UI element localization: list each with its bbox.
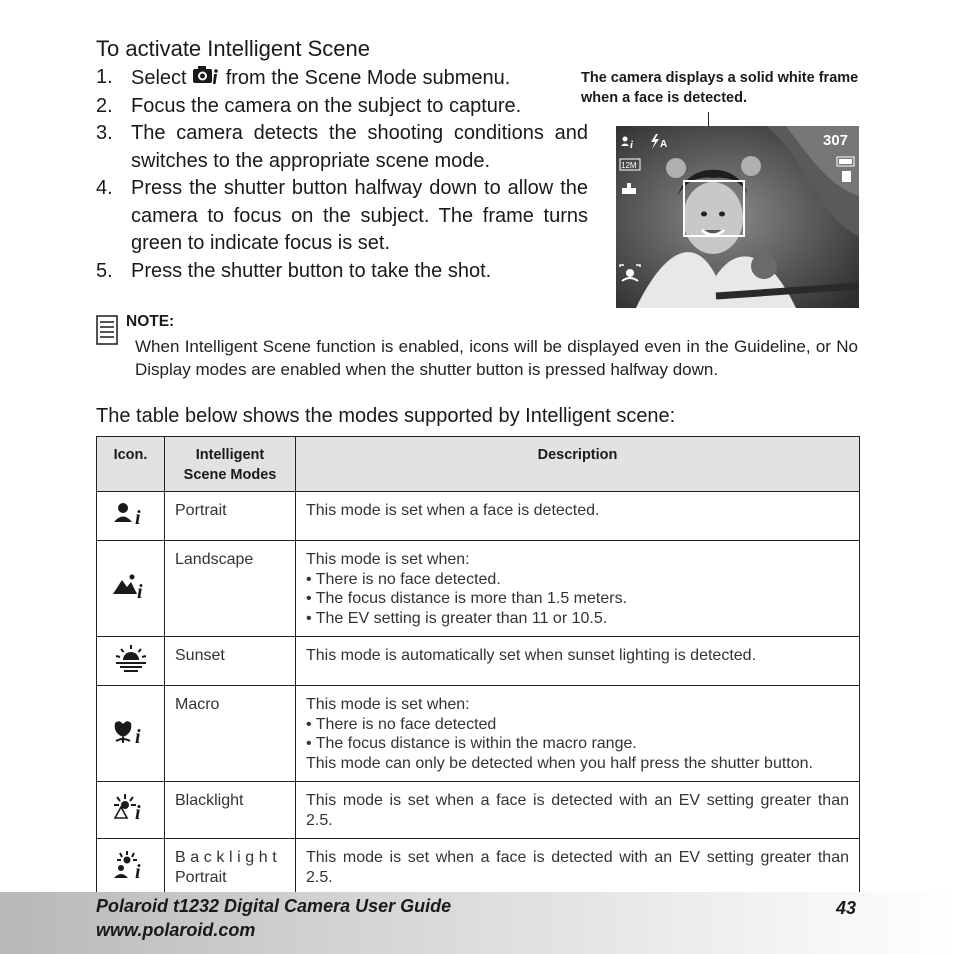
svg-text:i: i: [630, 139, 634, 151]
icon-cell: [97, 541, 165, 637]
mode-cell: Portrait: [165, 492, 296, 541]
header-modes-line: Intelligent: [195, 447, 265, 463]
memory-card-icon: [842, 171, 851, 182]
svg-text:i: i: [134, 725, 141, 747]
step-text: Press the shutter button halfway down to allow the camera to focus on the subject. The frame turns green to indicate focus is set.: [131, 177, 588, 254]
mode-cell: Sunset: [165, 637, 296, 686]
intelligent-scene-camera-icon: [192, 64, 220, 86]
description-line: This mode is automatically set when sunset lighting is detected.: [306, 647, 757, 664]
mode-cell: [165, 839, 296, 897]
footer-url: www.polaroid.com: [96, 920, 256, 940]
section-heading: To activate Intelligent Scene: [96, 36, 370, 61]
step-item: [96, 120, 588, 175]
description-line: This mode is set when a face is detected.: [306, 502, 600, 519]
scene-modes-table: [96, 436, 860, 897]
note-label: NOTE:: [126, 313, 175, 330]
description-line: This mode is set when a face is detected with an EV setting greater than 2.5.: [306, 792, 849, 829]
description-line: This mode is set when:: [306, 551, 470, 568]
description-line: This mode can only be detected when you half press the shutter button.: [306, 754, 813, 772]
step-text-before: Select: [131, 67, 187, 89]
table-row: [97, 839, 860, 897]
svg-text:12M: 12M: [621, 161, 637, 170]
note-icon: [96, 315, 118, 345]
svg-text:i: i: [134, 860, 141, 881]
figure-caption: The camera displays a solid white frame when a face is detected.: [581, 70, 859, 106]
header-description: Description: [296, 437, 860, 492]
description-cell: [296, 541, 860, 637]
step-item: [96, 258, 588, 286]
icon-cell: [97, 637, 165, 686]
table-row: [97, 541, 860, 637]
icon-cell: [97, 782, 165, 839]
header-icon: Icon.: [97, 437, 165, 492]
icon-cell: [97, 686, 165, 782]
description-line: • The EV setting is greater than 11 or 10.5.: [306, 609, 608, 627]
portrait-i-icon: [111, 497, 151, 529]
description-line: • There is no face detected: [306, 715, 497, 733]
table-row: [97, 686, 860, 782]
mode-cell: Macro: [165, 686, 296, 782]
table-row: [97, 492, 860, 541]
page-footer: [0, 892, 954, 954]
step-text: The camera detects the shooting conditions and switches to the appropriate scene mode.: [131, 122, 588, 172]
description-line: • There is no face detected.: [306, 570, 501, 588]
mode-cell: Blacklight: [165, 782, 296, 839]
lcd-preview-illustration: [616, 126, 859, 308]
mode-line: Portrait: [175, 868, 227, 886]
svg-text:i: i: [136, 580, 143, 602]
description-cell: [296, 686, 860, 782]
table-intro: The table below shows the modes supported by Intelligent scene:: [96, 405, 676, 427]
step-item: [96, 64, 588, 93]
backlight-i-icon: [111, 791, 151, 823]
landscape-i-icon: [111, 570, 151, 602]
mode-cell: Landscape: [165, 541, 296, 637]
step-item: [96, 93, 588, 121]
mode-line: Backlight: [175, 849, 282, 866]
description-line: This mode is set when:: [306, 696, 470, 713]
step-number: 3.: [96, 122, 113, 144]
step-text-after: from the Scene Mode submenu.: [225, 67, 511, 89]
backlight-portrait-i-icon: [111, 849, 151, 881]
description-cell: [296, 782, 860, 839]
step-item: [96, 175, 588, 258]
step-text: Focus the camera on the subject to capture.: [131, 94, 522, 117]
header-modes: [165, 437, 296, 492]
sunset-icon: [111, 642, 151, 674]
step-number: 2.: [96, 94, 113, 117]
svg-text:i: i: [134, 507, 141, 530]
step-number: 5.: [96, 259, 113, 282]
page-number: 43: [836, 898, 857, 918]
table-row: [97, 782, 860, 839]
description-line: • The focus distance is within the macro range.: [306, 735, 637, 752]
description-cell: [296, 492, 860, 541]
description-cell: [296, 637, 860, 686]
table-row: [97, 637, 860, 686]
description-line: • The focus distance is more than 1.5 meters.: [306, 590, 628, 607]
step-number: 1.: [96, 66, 113, 88]
step-number: 4.: [96, 177, 113, 199]
step-text: [131, 64, 588, 93]
description-cell: [296, 839, 860, 897]
table-header-row: [97, 437, 860, 492]
footer-title: Polaroid t1232 Digital Camera User Guide: [96, 896, 452, 916]
icon-cell: [97, 492, 165, 541]
shots-remaining: 307: [823, 132, 849, 149]
macro-i-icon: [111, 715, 151, 747]
description-line: This mode is set when a face is detected with an EV setting greater than 2.5.: [306, 849, 849, 886]
step-text: Press the shutter button to take the shot.: [131, 259, 492, 282]
header-modes-line: Scene Modes: [183, 467, 277, 483]
steps-list: [96, 64, 588, 285]
camera-lcd-photo: [616, 126, 859, 308]
svg-text:i: i: [134, 802, 141, 824]
note-text: When Intelligent Scene function is enabled, icons will be displayed even in the Guideline, or No Display modes are enabled when the shutter button is pressed halfway down.: [135, 337, 858, 379]
icon-cell: [97, 839, 165, 897]
svg-text:A: A: [660, 139, 668, 150]
